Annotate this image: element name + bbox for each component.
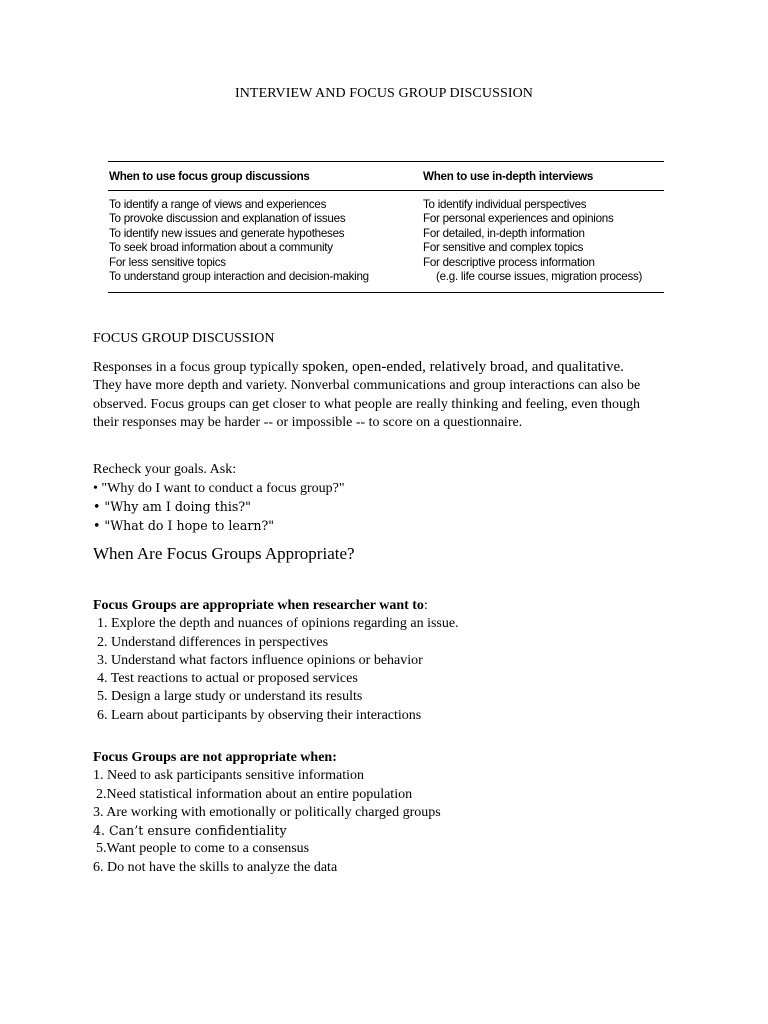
table-cell: To understand group interaction and decision-making [109,270,369,284]
table-header-focus-group: When to use focus group discussions [109,169,310,183]
focus-group-paragraph [93,358,653,432]
list-item: 4. Test reactions to actual or proposed services [97,671,358,687]
comparison-table [108,161,664,293]
table-cell: For descriptive process information [423,255,595,269]
table-cell: For personal experiences and opinions [423,212,614,226]
appropriate-heading-colon: : [423,598,428,613]
list-item: 5.Want people to come to a consensus [96,841,310,857]
table-cell: To identify individual perspectives [423,198,587,211]
list-item: • "Why am I doing this?" [93,499,251,515]
not-appropriate-heading: Focus Groups are not appropriate when: [93,750,337,765]
paragraph-text: qualitative. [556,359,624,375]
paragraph-text: spoken, open-ended, relatively broad, and [302,359,554,375]
list-item: • "Why do I want to conduct a focus group?" [93,480,345,496]
paragraph-text: Responses in a focus group typically [93,360,303,375]
list-item: 3. Are working with emotionally or politically charged groups [93,804,441,820]
table-cell: To seek broad information about a community [109,241,333,255]
list-item: 2.Need statistical information about an entire population [96,786,413,802]
table-cell: For less sensitive topics [109,255,226,269]
table-body [108,191,664,292]
list-item: 1. Explore the depth and nuances of opinions regarding an issue. [97,616,459,632]
table-header-interviews: When to use in-depth interviews [423,169,594,183]
not-appropriate-list [93,749,653,877]
appropriate-heading [93,597,653,615]
appropriate-list [93,597,653,725]
recheck-goals [93,461,593,535]
table-cell: For detailed, in-depth information [423,226,585,240]
appropriate-heading-text: Focus Groups are appropriate when researcher want to [93,598,424,613]
section-heading-focus-group: FOCUS GROUP DISCUSSION [93,331,275,346]
table-cell: For sensitive and complex topics [423,241,584,255]
list-item: 5. Design a large study or understand its results [97,689,363,705]
list-item: 6. Learn about participants by observing their interactions [97,707,422,723]
section-heading-appropriate: When Are Focus Groups Appropriate? [93,544,355,563]
table-cell: (e.g. life course issues, migration process) [436,270,643,284]
table-cell: To identify new issues and generate hypotheses [109,226,345,240]
table-cell: To provoke discussion and explanation of issues [109,212,346,226]
recheck-intro: Recheck your goals. Ask: [93,462,237,477]
table-header-row [108,162,664,191]
document-title: INTERVIEW AND FOCUS GROUP DISCUSSION [234,86,534,101]
list-item: 3. Understand what factors influence opinions or behavior [97,652,423,668]
list-item: 4. Can’t ensure confidentiality [93,823,287,839]
list-item: 2. Understand differences in perspectives [97,634,329,650]
table-column-focus-group [108,198,423,284]
list-item: 1. Need to ask participants sensitive information [93,768,364,784]
list-item: 6. Do not have the skills to analyze the data [93,859,338,875]
paragraph-text: They have more depth and variety. Nonverbal communications and group interactions can also be observed. Focus groups can get closer to what people are really thinking and feeling, even though their responses may be harder -- or impossible -- to score on a questionnaire. [93,378,641,430]
list-item: • "What do I hope to learn?" [93,517,274,533]
table-column-interviews [423,198,664,284]
table-cell: To identify a range of views and experiences [109,198,327,211]
